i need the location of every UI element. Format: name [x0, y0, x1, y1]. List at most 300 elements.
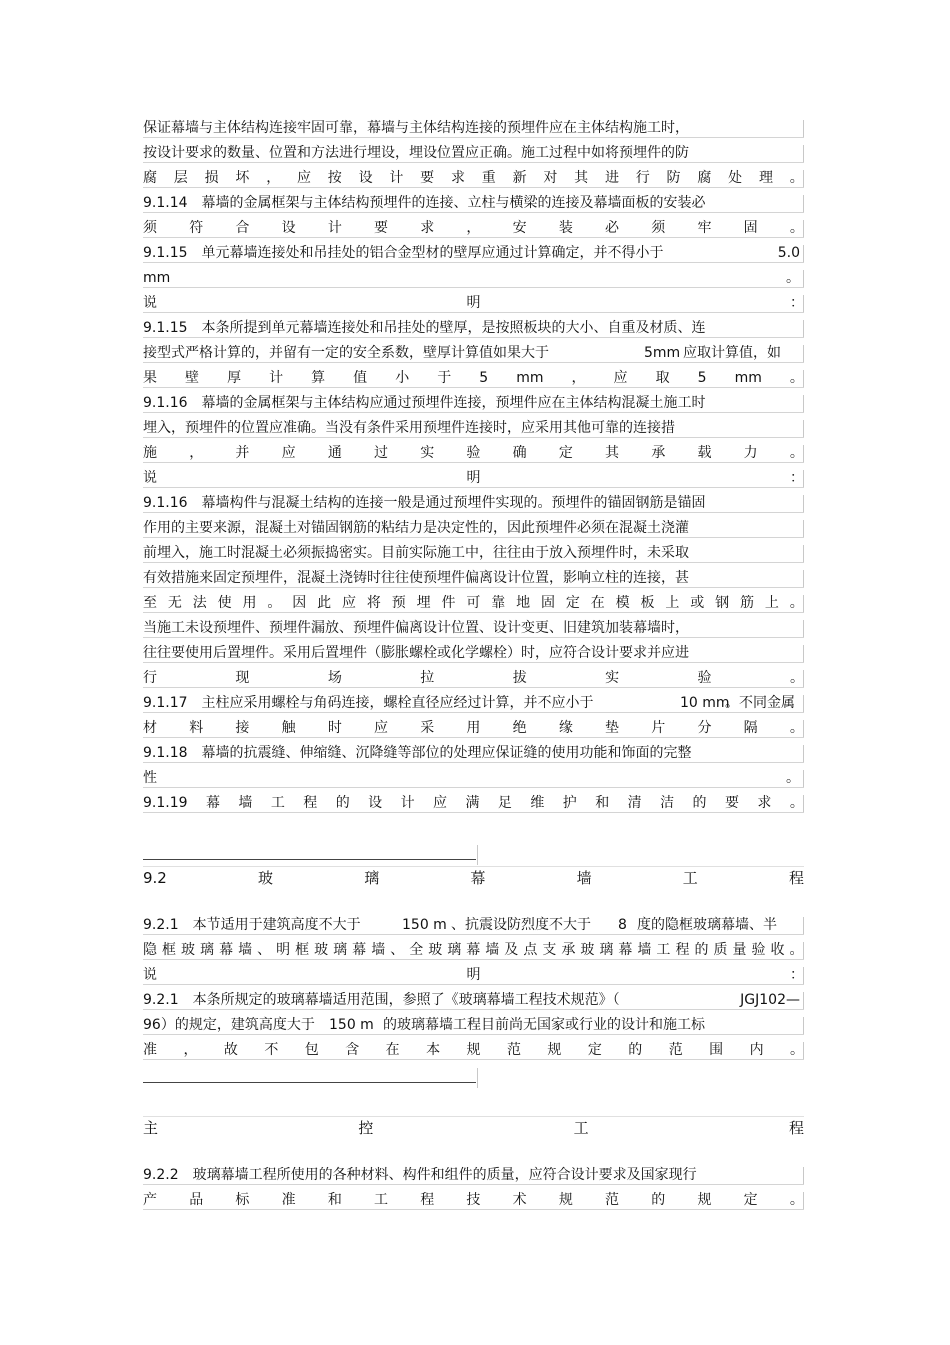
line-char: 、: [257, 942, 272, 958]
line-char: 腐: [697, 170, 712, 186]
line-divider: [803, 1042, 804, 1060]
line-char: 料: [189, 720, 204, 736]
line-char: 范: [668, 1042, 683, 1058]
text-line: [143, 543, 804, 563]
line-text: 9.1.15 单元幕墙连接处和吊挂处的铝合金型材的壁厚应通过计算确定，并不得小于: [143, 245, 664, 261]
line-char: 框: [295, 942, 310, 958]
text-line: [143, 668, 804, 688]
line-char: 按: [327, 170, 342, 186]
line-text: 当施工未设预埋件、预埋件漏放、预埋件偏离设计位置、设计变更、旧建筑加装幕墙时，: [143, 620, 689, 636]
text-line: [143, 118, 804, 138]
line-char: 的: [692, 795, 707, 811]
heading-char: 程: [788, 869, 804, 887]
line-divider: [803, 470, 804, 488]
line-char: 埋: [416, 595, 431, 611]
line-text-right: 应取计算值，如: [683, 345, 781, 361]
line-char: 计: [389, 170, 404, 186]
line-char: 片: [651, 720, 666, 736]
line-char: 拔: [512, 670, 527, 686]
line-char: 新: [512, 170, 527, 186]
line-char: 筋: [740, 595, 754, 611]
line-char: ：: [790, 967, 804, 983]
line-text: 往往要使用后置埋件。采用后置埋件（膨胀螺栓或化学螺栓）时，应符合设计要求并应进: [143, 645, 689, 661]
line-char: 术: [512, 1192, 527, 1208]
line-char: 。: [789, 370, 804, 386]
line-char: 其: [605, 445, 620, 461]
line-char: 定: [587, 1042, 602, 1058]
line-char: 。: [267, 595, 282, 611]
line-char: 。: [789, 595, 804, 611]
line-divider: [803, 595, 804, 613]
line-char: 承: [561, 942, 576, 958]
line-char: 绝: [512, 720, 527, 736]
horizontal-rule: [143, 1068, 476, 1088]
line-char: 安: [512, 220, 527, 236]
line-char: 工: [656, 942, 671, 958]
line-char: ，: [183, 1042, 198, 1058]
text-line: [143, 1190, 804, 1210]
line-char: 应: [433, 795, 448, 811]
section-heading-9-2: [143, 866, 804, 889]
text-line: [143, 493, 804, 513]
line-char: 损: [204, 170, 219, 186]
line-char: 或: [690, 595, 705, 611]
line-divider: [803, 370, 804, 388]
line-char: 无: [167, 595, 182, 611]
line-char: 用: [242, 595, 257, 611]
text-line: [143, 193, 804, 213]
line-char: 规: [466, 1042, 481, 1058]
line-divider: [803, 620, 804, 638]
line-char: 说: [143, 967, 157, 983]
line-char: 包: [304, 1042, 319, 1058]
line-char: 应: [374, 720, 389, 736]
line-char: 量: [732, 942, 747, 958]
line-text-mid: 5mm: [644, 345, 681, 361]
line-char: 隐: [143, 942, 157, 958]
line-char: 的: [628, 1042, 643, 1058]
line-char: 及: [504, 942, 519, 958]
line-char: 说: [143, 470, 157, 486]
line-char: 墙: [238, 942, 253, 958]
line-char: 重: [481, 170, 496, 186]
line-char: 上: [665, 595, 680, 611]
line-char: 明: [466, 295, 481, 311]
line-char: 层: [173, 170, 188, 186]
line-divider: [803, 445, 804, 463]
heading-char: 墙: [576, 869, 592, 887]
line-char: 含: [345, 1042, 360, 1058]
line-char: 和: [327, 1192, 342, 1208]
line-char: 的: [694, 942, 709, 958]
line-text: 9.2.2 玻璃幕墙工程所使用的各种材料、构件和组件的质量，应符合设计要求及国家现行: [143, 1167, 697, 1183]
line-char: 支: [542, 942, 557, 958]
line-char: 上: [764, 595, 779, 611]
heading-char: 主: [143, 1119, 159, 1137]
line-divider: [803, 270, 804, 288]
line-divider: [803, 495, 804, 513]
line-char: 缘: [558, 720, 573, 736]
line-char: 。: [789, 220, 804, 236]
line-char: 定: [558, 445, 573, 461]
line-divider: [803, 245, 804, 263]
line-char: 须: [651, 220, 666, 236]
line-divider: [803, 320, 804, 338]
line-char: 5: [697, 370, 707, 386]
line-char: 幕: [352, 942, 367, 958]
text-line: [143, 768, 804, 788]
line-char: 设: [281, 220, 296, 236]
line-divider: [803, 145, 804, 163]
line-char: 。: [789, 170, 804, 186]
line-char: 行: [143, 670, 157, 686]
line-char: 范: [506, 1042, 521, 1058]
line-text: 9.1.15 本条所提到单元幕墙连接处和吊挂处的壁厚，是按照板块的大小、自重及材质、连: [143, 320, 706, 336]
heading-char: 工: [573, 1119, 589, 1137]
line-char: 时: [327, 720, 342, 736]
text-line: [143, 990, 804, 1010]
line-char: 装: [558, 220, 573, 236]
line-char: 确: [512, 445, 527, 461]
line-char: 墙: [485, 942, 500, 958]
line-char: ：: [790, 470, 804, 486]
line-char: 定: [743, 1192, 758, 1208]
line-char: 在: [385, 1042, 400, 1058]
line-char: 此: [317, 595, 332, 611]
text-line: [143, 218, 804, 238]
line-char: 护: [562, 795, 577, 811]
line-divider: [803, 1167, 804, 1185]
line-divider: [803, 1017, 804, 1035]
line-char: 须: [143, 220, 157, 236]
line-divider: [803, 220, 804, 238]
line-text: 有效措施来固定预埋件，混凝土浇铸时往往使预埋件偏离设计位置，影响立柱的连接，甚: [143, 570, 689, 586]
line-char: 固: [743, 220, 758, 236]
line-text: 埋入，预埋件的位置应准确。当没有条件采用预埋件连接时，应采用其他可靠的连接措: [143, 420, 675, 436]
line-char: 故: [223, 1042, 238, 1058]
line-char: 璃: [333, 942, 348, 958]
line-char: 明: [466, 470, 481, 486]
line-divider: [803, 345, 804, 363]
line-divider: [803, 645, 804, 663]
line-divider: [803, 545, 804, 563]
line-char: 设: [358, 170, 373, 186]
text-line: [143, 693, 804, 713]
line-divider: [803, 570, 804, 588]
line-char: 点: [523, 942, 538, 958]
line-char: 要: [724, 795, 739, 811]
line-char: 施: [143, 445, 157, 461]
text-line: [143, 443, 804, 463]
line-divider: [803, 917, 804, 935]
line-char: 围: [709, 1042, 724, 1058]
text-line: [143, 1040, 804, 1060]
line-char: 幕: [219, 942, 234, 958]
line-char: 内: [749, 1042, 764, 1058]
main-control-heading: [143, 1116, 804, 1139]
line-char: 进: [604, 170, 619, 186]
heading-char: 璃: [364, 869, 380, 887]
line-char: 清: [627, 795, 642, 811]
line-divider: [803, 395, 804, 413]
line-text: 性: [143, 770, 157, 786]
line-char: 工: [374, 1192, 389, 1208]
line-char: 果: [143, 370, 157, 386]
line-char: 接: [235, 720, 250, 736]
line-char: 合: [235, 220, 250, 236]
line-char: 于: [437, 370, 452, 386]
line-text: 9.2.1 本条所规定的玻璃幕墙适用范围，参照了《玻璃幕墙工程技术规范》（: [143, 992, 620, 1008]
line-char: 腐: [143, 170, 157, 186]
text-line: [143, 643, 804, 663]
text-line: [143, 468, 804, 488]
text-line: [143, 418, 804, 438]
line-char: 。: [789, 670, 804, 686]
line-divider: [803, 520, 804, 538]
line-text: 按设计要求的数量、位置和方法进行埋设，埋设位置应正确。施工过程中如将预埋件的防: [143, 145, 689, 161]
line-char: 璃: [447, 942, 462, 958]
line-char: 分: [697, 720, 712, 736]
line-divider: [803, 195, 804, 213]
line-char: 现: [235, 670, 250, 686]
line-char: 触: [281, 720, 296, 736]
line-char: 规: [558, 1192, 573, 1208]
line-text: 9.1.16 幕墙构件与混凝土结构的连接一般是通过预埋件实现的。预埋件的锚固钢筋是锚固: [143, 495, 706, 511]
text-line: [143, 593, 804, 613]
heading-char: 工: [682, 869, 698, 887]
line-char: 幕: [466, 942, 481, 958]
line-char: 规: [697, 1192, 712, 1208]
line-char: 拉: [420, 670, 435, 686]
line-text: 9.1.14 幕墙的金属框架与主体结构预埋件的连接、立柱与横梁的连接及幕墙面板的安装必: [143, 195, 706, 211]
line-char: 材: [143, 720, 157, 736]
line-char: 值: [353, 370, 368, 386]
line-char: 预: [391, 595, 406, 611]
line-text: 前埋入，施工时混凝土必须振捣密实。目前实际施工中，往往由于放入预埋件时，未采取: [143, 545, 689, 561]
line-divider: [803, 795, 804, 813]
line-text-right: 。: [786, 270, 800, 286]
line-char: 洁: [660, 795, 675, 811]
line-text: 8: [618, 917, 627, 933]
line-char: 理: [758, 170, 773, 186]
text-line: [143, 243, 804, 263]
line-char: 设: [368, 795, 383, 811]
line-char: 准: [143, 1042, 157, 1058]
line-divider: [803, 695, 804, 713]
line-text: 96）的规定，建筑高度大于: [143, 1017, 315, 1033]
line-char: 行: [635, 170, 650, 186]
line-char: 不: [264, 1042, 279, 1058]
line-char: 满: [465, 795, 480, 811]
line-char: 可: [466, 595, 481, 611]
line-char: 至: [143, 595, 157, 611]
line-char: 地: [516, 595, 531, 611]
line-text: 的玻璃幕墙工程目前尚无国家或行业的设计和施工标: [383, 1017, 705, 1033]
line-char: 在: [590, 595, 605, 611]
line-char: 规: [547, 1042, 562, 1058]
line-char: 处: [728, 170, 743, 186]
line-divider: [803, 720, 804, 738]
line-char: 的: [335, 795, 350, 811]
line-char: 其: [574, 170, 589, 186]
line-char: 说: [143, 295, 157, 311]
line-text: 接型式严格计算的，并留有一定的安全系数，壁厚计算值如果大于: [143, 345, 549, 361]
line-char: 程: [675, 942, 690, 958]
line-char: 应: [296, 170, 311, 186]
line-char: 因: [292, 595, 307, 611]
line-char: 并: [235, 445, 250, 461]
line-char: 计: [269, 370, 284, 386]
line-divider: [803, 992, 804, 1010]
line-char: 标: [235, 1192, 250, 1208]
line-char: ，: [189, 445, 204, 461]
line-char: 隔: [743, 720, 758, 736]
line-text-right: 5.0: [777, 245, 800, 261]
line-char: 墙: [238, 795, 253, 811]
line-char: 通: [327, 445, 342, 461]
line-char: ，: [571, 370, 586, 386]
line-char: 、: [390, 942, 405, 958]
text-line: [143, 915, 804, 935]
text-line: [143, 743, 804, 763]
line-char: 要: [374, 220, 389, 236]
text-line: [143, 568, 804, 588]
line-char: 应: [342, 595, 356, 611]
line-text-right: 。: [786, 770, 800, 786]
line-char: 钢: [715, 595, 730, 611]
line-char: ，: [266, 170, 281, 186]
line-char: 范: [605, 1192, 620, 1208]
text-line: [143, 343, 804, 363]
line-char: 墙: [637, 942, 652, 958]
line-divider: [803, 770, 804, 788]
line-char: 承: [651, 445, 666, 461]
line-char: 玻: [428, 942, 443, 958]
heading-char: 幕: [470, 869, 486, 887]
line-text: 150 m: [402, 917, 447, 933]
line-char: 明: [466, 967, 481, 983]
line-char: 足: [497, 795, 512, 811]
line-text: 9.1.16 幕墙的金属框架与主体结构应通过预埋件连接，预埋件应在主体结构混凝土施工时: [143, 395, 706, 411]
line-char: 计: [327, 220, 342, 236]
line-char: 取: [655, 370, 670, 386]
line-char: 件: [441, 595, 456, 611]
line-char: 幕: [205, 795, 220, 811]
line-char: 维: [530, 795, 545, 811]
line-char: 玻: [181, 942, 196, 958]
line-text: 保证幕墙与主体结构连接牢固可靠，幕墙与主体结构连接的预埋件应在主体结构施工时，: [143, 120, 689, 136]
line-char: 牢: [697, 220, 712, 236]
line-char: 品: [189, 1192, 204, 1208]
line-char: 求: [757, 795, 772, 811]
line-char: 厚: [227, 370, 242, 386]
line-text: mm: [143, 270, 171, 286]
line-char: 收: [770, 942, 785, 958]
line-char: 和: [595, 795, 610, 811]
line-char: 程: [303, 795, 318, 811]
heading-char: 控: [358, 1119, 374, 1137]
line-char: 力: [743, 445, 758, 461]
line-char: 质: [713, 942, 728, 958]
line-text: 150 m: [329, 1017, 374, 1033]
line-char: 靠: [491, 595, 506, 611]
line-char: 的: [651, 1192, 666, 1208]
line-char: 5: [479, 370, 489, 386]
line-char: 。: [789, 942, 804, 958]
line-char: 应: [613, 370, 628, 386]
line-char: 玻: [314, 942, 329, 958]
line-char: 固: [541, 595, 555, 611]
line-char: mm: [734, 370, 762, 386]
line-char: 框: [162, 942, 177, 958]
text-line: [143, 143, 804, 163]
line-char: 过: [374, 445, 389, 461]
line-text-mid: 10 mm: [680, 695, 730, 711]
line-char: 使: [217, 595, 232, 611]
line-char: 实: [605, 670, 620, 686]
line-divider: [803, 170, 804, 188]
text-line: [143, 1015, 804, 1035]
line-char: 墙: [371, 942, 386, 958]
line-char: 验: [751, 942, 766, 958]
line-char: 。: [789, 1192, 804, 1208]
text-line: [143, 368, 804, 388]
line-char: 。: [789, 445, 804, 461]
text-line: [143, 318, 804, 338]
text-line: [143, 1165, 804, 1185]
line-char: 验: [466, 445, 481, 461]
text-line: [143, 718, 804, 738]
line-char: 载: [697, 445, 712, 461]
line-divider: [803, 670, 804, 688]
line-divider: [803, 942, 804, 960]
line-char: 程: [420, 1192, 435, 1208]
line-char: 璃: [200, 942, 215, 958]
line-char: 明: [276, 942, 291, 958]
line-text: 、抗震设防烈度不大于: [451, 917, 591, 933]
line-text-right: 。不同金属: [725, 695, 795, 711]
line-text: 作用的主要来源，混凝土对锚固钢筋的粘结力是决定性的，因此预埋件必须在混凝土浇灌: [143, 520, 689, 536]
line-char: 9.1.19: [143, 795, 188, 811]
line-char: 模: [615, 595, 630, 611]
heading-char: 9.2: [143, 869, 167, 887]
line-char: 对: [543, 170, 558, 186]
text-line: [143, 940, 804, 960]
text-line: [143, 168, 804, 188]
line-char: 必: [605, 220, 620, 236]
line-char: 要: [420, 170, 435, 186]
line-char: 求: [450, 170, 465, 186]
line-char: 定: [565, 595, 580, 611]
line-char: 。: [789, 720, 804, 736]
line-char: 产: [143, 1192, 157, 1208]
line-char: 玻: [580, 942, 595, 958]
text-line: [143, 965, 804, 985]
line-text-right: JGJ102—: [740, 992, 800, 1008]
line-char: 。: [790, 1042, 804, 1058]
text-line: [143, 518, 804, 538]
line-char: 用: [466, 720, 481, 736]
line-text: 度的隐框玻璃幕墙、半: [637, 917, 777, 933]
line-divider: [803, 420, 804, 438]
line-char: 应: [281, 445, 296, 461]
line-char: 符: [189, 220, 204, 236]
line-char: 采: [420, 720, 435, 736]
line-char: 本: [426, 1042, 441, 1058]
line-divider: [803, 120, 804, 138]
heading-char: 玻: [258, 869, 274, 887]
line-char: ，: [466, 220, 481, 236]
